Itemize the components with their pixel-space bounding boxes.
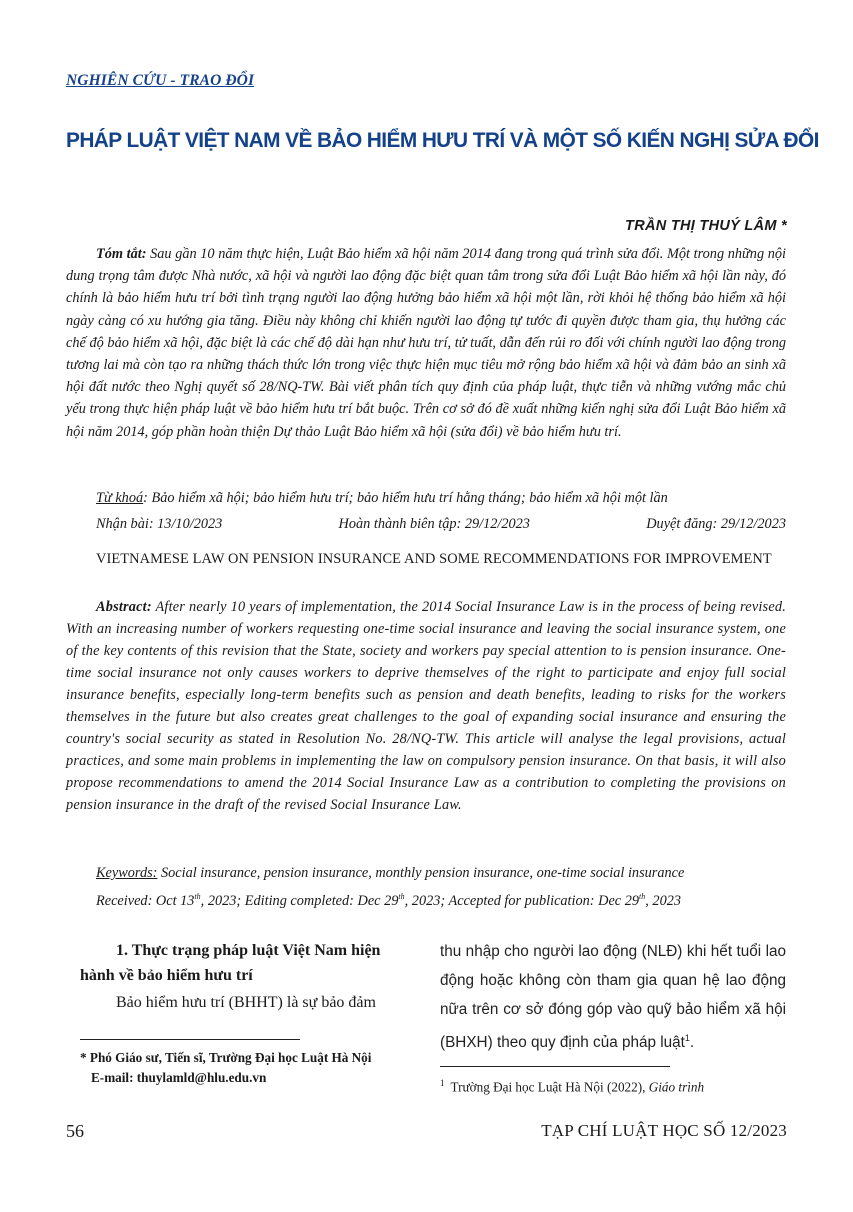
footnote-italic-title: Giáo trình <box>648 1079 705 1095</box>
keywords-english <box>96 865 786 882</box>
page-number: 56 <box>66 1121 84 1141</box>
accepted-year-en: , 2023 <box>645 892 682 909</box>
body-right-end: . <box>689 1034 695 1052</box>
article-title: PHÁP LUẬT VIỆT NAM VỀ BẢO HIỂM HƯU TRÍ VÀ MỘT SỐ KIẾN NGHỊ SỬA ĐỔI <box>66 128 819 152</box>
accepted-date-vi: Duyệt đăng: 29/12/2023 <box>646 516 786 532</box>
footnote-text: Trường Đại học Luật Hà Nội (2022), <box>450 1079 649 1095</box>
body-paragraph-left: Bảo hiểm hưu trí (BHHT) là sự bảo đảm <box>116 994 376 1011</box>
received-date-vi: Nhận bài: 13/10/2023 <box>96 516 223 532</box>
footnote-divider-left <box>80 1039 300 1040</box>
footnote-divider-right <box>440 1066 670 1067</box>
body-right-text: thu nhập cho người lao động (NLĐ) khi hết tuổi lao động hoặc không còn tham gia quan hệ lao động nữa trên cơ sở đóng góp vào quỹ bảo hiểm xã hội (BHXH) theo quy định của pháp luật <box>440 943 786 1052</box>
author-affiliation: * Phó Giáo sư, Tiến sĩ, Trường Đại học Luật Hà Nội <box>80 1050 372 1065</box>
author-name: TRẦN THỊ THUÝ LÂM * <box>625 218 787 234</box>
dates-vietnamese <box>96 516 786 533</box>
accepted-sup: th <box>639 892 646 901</box>
section-tag: NGHIÊN CỨU - TRAO ĐỔI <box>66 72 255 89</box>
abstract-english <box>66 596 786 816</box>
body-paragraph-right <box>440 937 786 1057</box>
footnote-marker[interactable]: 1 <box>684 1033 690 1043</box>
keywords-vi-text: : Bảo hiểm xã hội; bảo hiểm hưu trí; bảo hiểm hưu trí hằng tháng; bảo hiểm xã hội một lần <box>143 490 668 506</box>
keywords-en-label: Keywords: <box>96 865 158 881</box>
journal-name: TẠP CHÍ LUẬT HỌC SỐ 12/2023 <box>541 1121 787 1140</box>
reference-footnote <box>440 1073 786 1097</box>
edited-sup: th <box>398 892 405 901</box>
body-column-left <box>80 938 415 1015</box>
keywords-en-text: Social insurance, pension insurance, monthly pension insurance, one-time social insurance <box>157 865 685 881</box>
keywords-vi-label: Từ khoá <box>96 490 144 506</box>
abstract-en-text: After nearly 10 years of implementation, the 2014 Social Insurance Law is in the process of being revised. With an increasing number of workers requesting one-time social insurance and leaving the social insurance system, one of the key contents of this revision that the State, society and workers pay special attention to is pension insurance. One-time social insurance not only causes workers to deprive themselves of the right to participate and enjoy full social insurance benefits, especially long-term benefits such as pension and death benefits, leading to risks for the workers themselves in the future but also creates great challenges to the goal of expanding social insurance and ensuring the country's social security as stated in Resolution No. 28/NQ-TW. This article will analyse the legal provisions, actual practices, and some main problems in implementing the law on compulsory pension insurance. On that basis, it will also propose recommendations to amend the 2014 Social Insurance Law as a contribution to completing the provisions on pension insurance in the draft of the revised Social Insurance Law. <box>66 599 786 813</box>
footnote-number: 1 <box>440 1078 445 1088</box>
section-heading: 1. Thực trạng pháp luật Việt Nam hiện hành về bảo hiểm hưu trí <box>80 942 381 984</box>
received-sup: th <box>194 892 201 901</box>
author-email: E-mail: thuylamld@hlu.edu.vn <box>91 1070 267 1085</box>
keywords-vietnamese <box>96 490 786 507</box>
english-title: VIETNAMESE LAW ON PENSION INSURANCE AND SOME RECOMMENDATIONS FOR IMPROVEMENT <box>96 551 772 567</box>
received-date-en: Received: Oct 13 <box>96 892 195 909</box>
edited-date-en: , 2023; Editing completed: Dec 29 <box>200 892 399 909</box>
abstract-vi-text: Sau gần 10 năm thực hiện, Luật Bảo hiểm xã hội năm 2014 đang trong quá trình sửa đổi. Một trong những nội dung trọng tâm được Nhà nước, xã hội và người lao động đặc biệt quan tâm trong sửa đổi Luật Bảo hiểm xã hội lần này, đó chính là bảo hiểm hưu trí bởi tình trạng người lao động hưởng bảo hiểm xã hội một lần, rời khỏi hệ thống bảo hiểm xã hội ngày càng có xu hướng gia tăng. Điều này không chỉ khiến người lao động tự tước đi quyền được tham gia, thụ hưởng các chế độ bảo hiểm xã hội, đặc biệt là các chế độ dài hạn như hưu trí, tử tuất, dẫn đến rủi ro đối với chính người lao động trong tương lai mà còn tạo ra những thách thức lớn trong việc thực hiện mục tiêu mở rộng bảo hiểm xã hội và đảm bảo an sinh xã hội đất nước theo Nghị quyết số 28/NQ-TW. Bài viết phân tích quy định của pháp luật, thực tiễn và những vướng mắc chủ yếu trong thực hiện pháp luật về bảo hiểm hưu trí bắt buộc. Trên cơ sở đó đề xuất những kiến nghị sửa đổi Luật Bảo hiểm xã hội năm 2014, góp phần hoàn thiện Dự thảo Luật Bảo hiểm xã hội (sửa đổi) về bảo hiểm hưu trí. <box>66 246 787 440</box>
author-footnote <box>80 1048 420 1088</box>
abstract-vietnamese <box>66 243 786 443</box>
body-column-right <box>440 937 786 1057</box>
abstract-vi-label: Tóm tắt: <box>96 246 147 262</box>
accepted-date-en: , 2023; Accepted for publication: Dec 29 <box>404 892 640 909</box>
edited-date-vi: Hoàn thành biên tập: 29/12/2023 <box>338 516 530 532</box>
dates-english <box>96 892 786 910</box>
abstract-en-label: Abstract: <box>96 599 152 615</box>
